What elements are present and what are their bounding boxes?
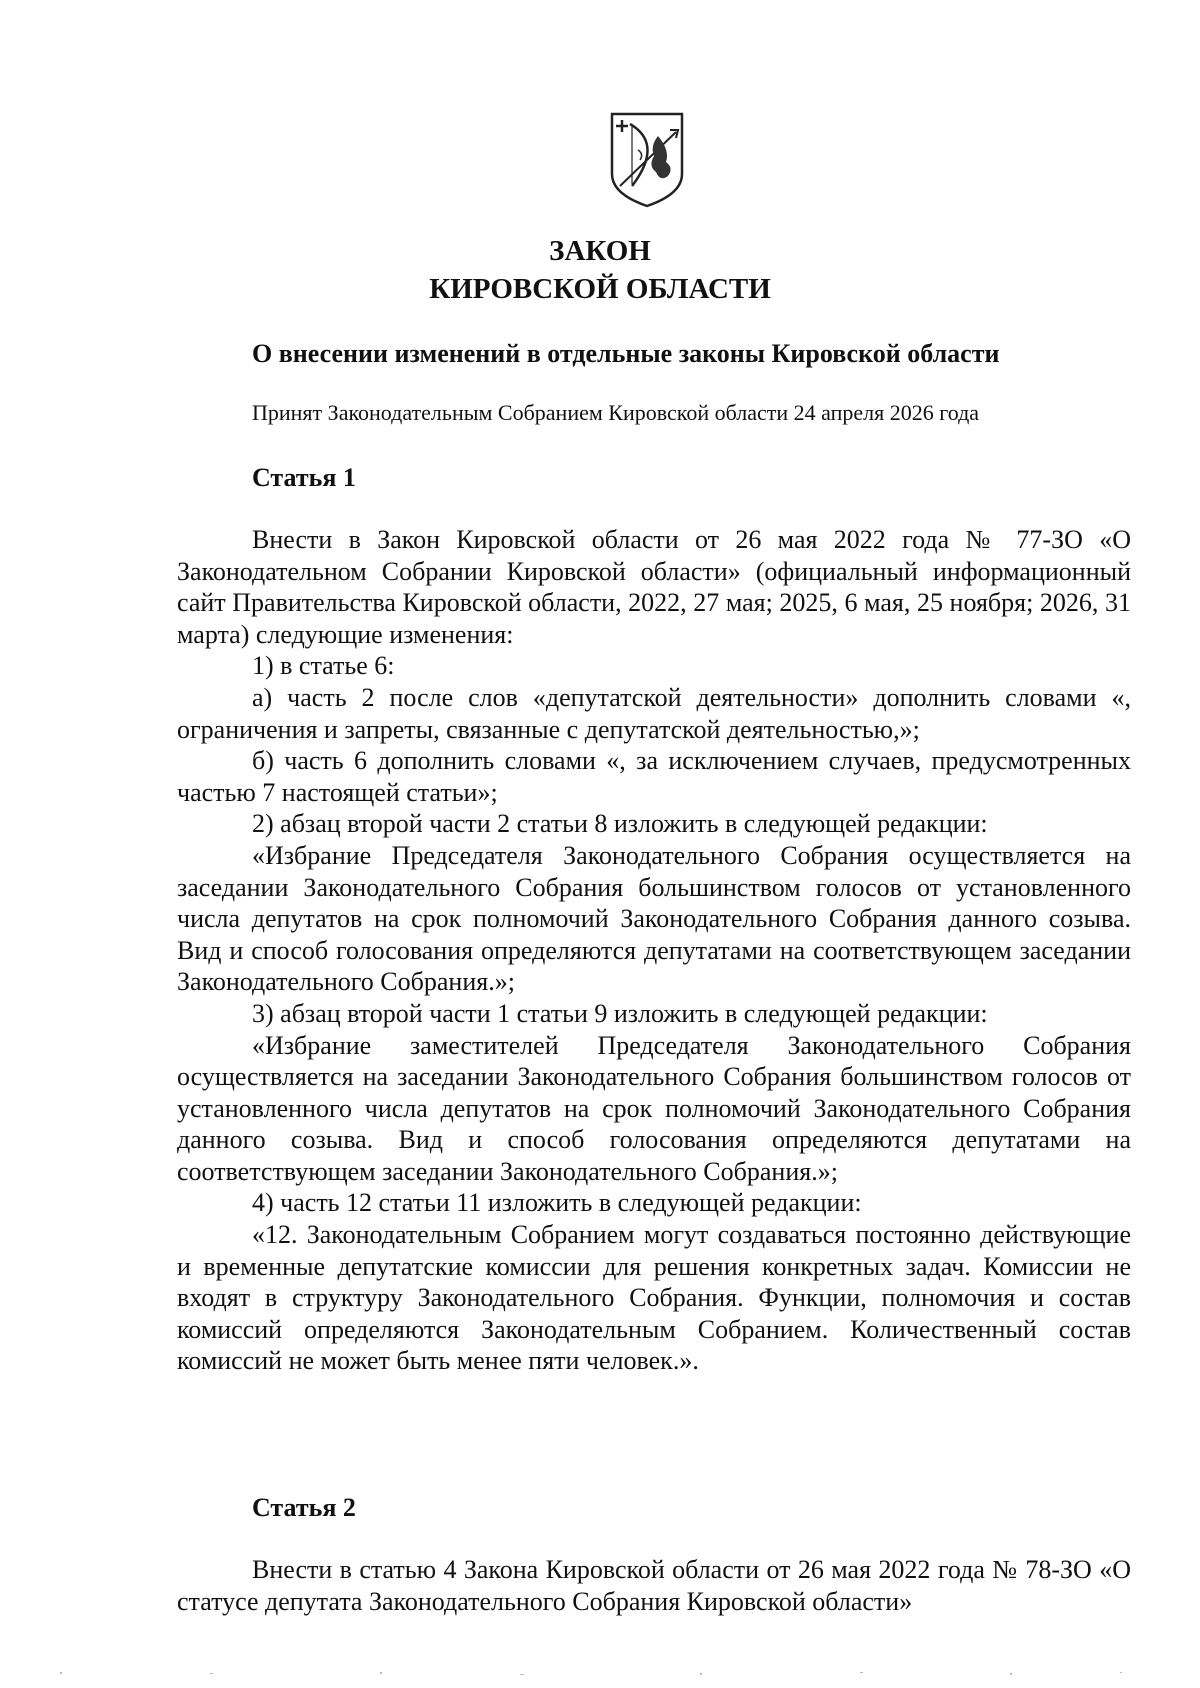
law-title-line2: КИРОВСКОЙ ОБЛАСТИ: [429, 273, 771, 305]
paragraph: «12. Законодательным Собранием могут создаваться постоянно действующие и временные депутатские комиссии для решения конкретных задач. Комиссии не входят в структуру Законодательного Собрания. Функции, полномочия и состав комиссий определяются Законодательным Собранием. Количественный состав комиссий не может быть менее пяти человек.».: [177, 1220, 1131, 1376]
paragraph: б) часть 6 дополнить словами «, за исключением случаев, предусмотренных частью 7 настоящей статьи»;: [177, 746, 1131, 807]
paragraph: 3) абзац второй части 1 статьи 9 изложить в следующей редакции:: [252, 998, 988, 1028]
paragraph: 2) абзац второй части 2 статьи 8 изложить в следующей редакции:: [252, 809, 988, 839]
paragraph: а) часть 2 после слов «депутатской деятельности» дополнить словами «, ограничения и запреты, связанные с депутатской деятельностью,»;: [177, 682, 1131, 744]
paragraph: 4) часть 12 статьи 11 изложить в следующей редакции:: [252, 1188, 862, 1218]
paragraph: 1) в статье 6:: [252, 651, 395, 681]
adoption-note: Принят Законодательным Собранием Кировской области 24 апреля 2026 года: [252, 400, 980, 425]
article2-body: [177, 1554, 1131, 1617]
law-subject: О внесении изменений в отдельные законы Кировской области: [252, 339, 1000, 368]
paragraph: «Избрание Председателя Законодательного Собрания осуществляется на заседании Законодательного Собрания большинством голосов от установленного числа депутатов на срок полномочий Законодательного Собрания данного созыва. Вид и способ голосования определяются депутатами на соответствующем заседании Законодательного Собрания.»;: [177, 840, 1131, 997]
scan-noise: [0, 1668, 1200, 1678]
paragraph: Внести в статью 4 Закона Кировской области от 26 мая 2022 года № 78-ЗО «О статусе депутата Законодательного Собрания Кировской области»: [177, 1555, 1131, 1616]
article1-heading: Статья 1: [252, 463, 356, 492]
article2-heading: Статья 2: [252, 1493, 356, 1522]
paragraph: Внести в Закон Кировской области от 26 мая 2022 года № 77-ЗО «О Законодательном Собрании Кировской области» (официальный информационный сайт Правительства Кировской области, 2022, 27 мая; 2025, 6 мая, 25 ноября; 2026, 31 марта) следующие изменения:: [177, 525, 1131, 649]
law-title: [0, 232, 1200, 308]
article1-body: [177, 524, 1131, 1377]
paragraph: «Избрание заместителей Председателя Законодательного Собрания осуществляется на заседании Законодательного Собрания большинством голосов от установленного числа депутатов на срок полномочий Законодательного Собрания данного созыва. Вид и способ голосования определяются депутатами на соответствующем заседании Законодательного Собрания.»;: [177, 1030, 1131, 1186]
kirov-coat-of-arms-icon: [608, 110, 686, 208]
law-title-line1: ЗАКОН: [549, 235, 651, 267]
